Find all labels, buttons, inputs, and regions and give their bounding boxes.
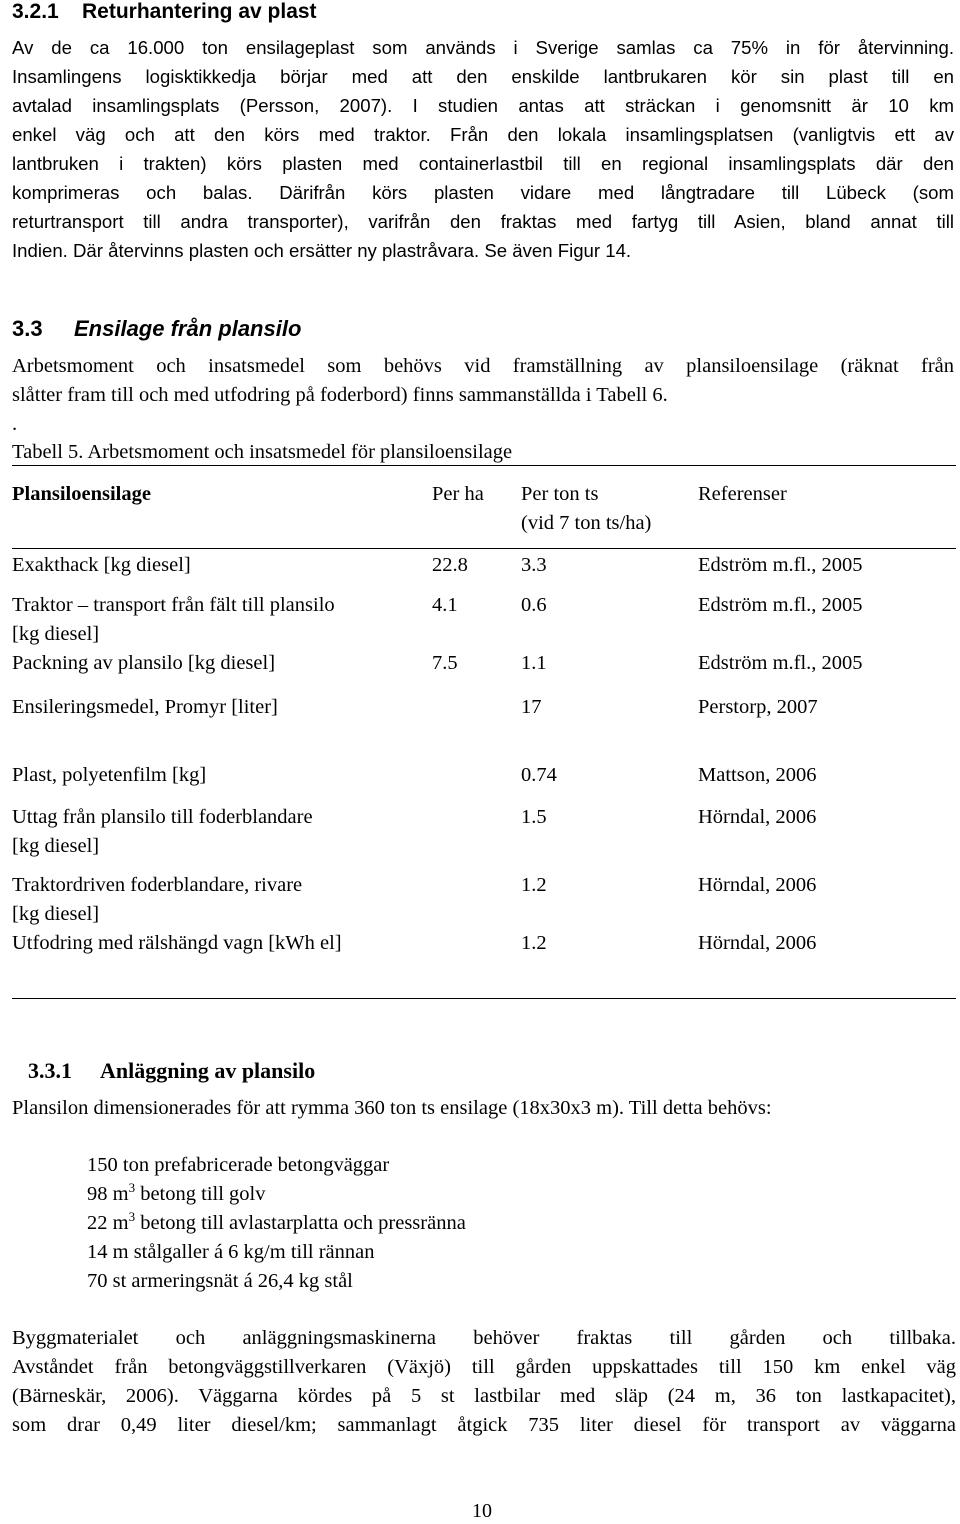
section-title: Returhantering av plast [82, 0, 317, 23]
paragraph-line: Avståndet från betongväggstillverkaren (Växjö) till gården uppskattades till 150 km enkel väg [12, 1356, 956, 1378]
table-row-reference: Edström m.fl., 2005 [698, 594, 863, 616]
table-row-per-ton: 0.6 [521, 594, 547, 616]
table-row-item: Exakthack [kg diesel] [12, 554, 191, 576]
table-row-reference: Edström m.fl., 2005 [698, 554, 863, 576]
table-row-per-ton: 1.2 [521, 932, 547, 954]
paragraph-line: slåtter fram till och med utfodring på foderbord) finns sammanställda i Tabell 6. [12, 384, 668, 406]
table-row-per-ha: 22.8 [432, 554, 468, 576]
table-row-item: Traktordriven foderblandare, rivare [12, 874, 303, 896]
list-item: 22 $m^3$ betong till avlastarplatta och pressränna [87, 1209, 466, 1234]
table-row-reference: Perstorp, 2007 [698, 696, 818, 718]
table-header-item: Plansiloensilage [12, 483, 151, 505]
table-row-reference: Hörndal, 2006 [698, 806, 817, 828]
table-row-per-ha: 7.5 [432, 652, 458, 674]
table-row-per-ton: 17 [521, 696, 542, 718]
list-item: 14 m stålgaller á 6 kg/m till rännan [87, 1241, 375, 1263]
table-top-rule [12, 465, 956, 466]
table-row-item: Packning av plansilo [kg diesel] [12, 652, 276, 674]
paragraph-line: Arbetsmoment och insatsmedel som behövs vid framställning av plansiloensilage (räknat från [12, 355, 954, 377]
table-row-item: Ensileringsmedel, Promyr [liter] [12, 696, 278, 718]
table-row-per-ton: 1.1 [521, 652, 547, 674]
section-heading-3-3 [12, 316, 301, 342]
paragraph-line: Indien. Där återvinns plasten och ersätter ny plastråvara. Se även Figur 14. [12, 240, 632, 261]
table-row-reference: Hörndal, 2006 [698, 874, 817, 896]
paragraph-line: returtransport till andra transporter), varifrån den fraktas med fartyg till Asien, bland annat till [12, 211, 954, 232]
table-header-per-ha: Per ha [432, 483, 484, 505]
section-title: Anläggning av plansilo [100, 1058, 316, 1083]
table-row-item-unit: [kg diesel] [12, 903, 100, 925]
section-number: 3.3.1 [28, 1058, 72, 1083]
section-title: Ensilage från plansilo [74, 316, 302, 341]
section-3-2-1-paragraph [12, 33, 954, 265]
section-3-3-1-paragraph [12, 1324, 956, 1440]
list-item: 150 ton prefabricerade betongväggar [87, 1154, 390, 1176]
paragraph-line: lantbruken i trakten) körs plasten med containerlastbil till en regional insamlingsplats där den [12, 153, 954, 174]
table-row-reference: Mattson, 2006 [698, 764, 817, 786]
table-bottom-rule [12, 998, 956, 999]
table-header-rule [12, 548, 956, 549]
section-number: 3.3 [12, 316, 43, 341]
section-number: 3.2.1 [12, 0, 59, 23]
paragraph-line: som drar 0,49 liter diesel/km; sammanlagt åtgick 735 liter diesel för transport av väggarna [12, 1414, 956, 1436]
table-row-item-unit: [kg diesel] [12, 835, 100, 857]
materials-list [87, 1151, 466, 1296]
paragraph-line: avtalad insamlingsplats (Persson, 2007). I studien antas att sträckan i genomsnitt är 10 km [12, 95, 954, 116]
table-row-reference: Edström m.fl., 2005 [698, 652, 863, 674]
section-heading-3-2-1 [12, 0, 317, 24]
list-item: 98 $m^3$ betong till golv [87, 1180, 266, 1205]
table-row-item: Uttag från plansilo till foderblandare [12, 806, 313, 828]
table-row-item: Utfodring med rälshängd vagn [kWh el] [12, 932, 342, 954]
table-header-per-ton-note: (vid 7 ton ts/ha) [521, 512, 652, 534]
table-row-per-ton: 3.3 [521, 554, 547, 576]
paragraph-line: komprimeras och balas. Därifrån körs plasten vidare med långtradare till Lübeck (som [12, 182, 954, 203]
paragraph-line: Insamlingens logisktikkedja börjar med att den enskilde lantbrukaren kör sin plast till en [12, 66, 954, 87]
table-row-per-ton: 0.74 [521, 764, 557, 786]
paragraph-line: Byggmaterialet och anläggningsmaskinerna behöver fraktas till gården och tillbaka. [12, 1327, 956, 1349]
section-3-3-paragraph [12, 352, 954, 439]
section-heading-3-3-1 [28, 1058, 315, 1084]
table-row-per-ton: 1.2 [521, 874, 547, 896]
table-row-item-unit: [kg diesel] [12, 623, 100, 645]
table-row-item: Traktor – transport från fält till plansilo [12, 594, 335, 616]
section-3-3-1-intro: Plansilon dimensionerades för att rymma 360 ton ts ensilage (18x30x3 m). Till detta behövs: [12, 1097, 772, 1119]
page-number: 10 [472, 1500, 492, 1522]
table-row-item: Plast, polyetenfilm [kg] [12, 764, 207, 786]
table-row-per-ha: 4.1 [432, 594, 458, 616]
table-row-per-ton: 1.5 [521, 806, 547, 828]
table-row-reference: Hörndal, 2006 [698, 932, 817, 954]
paragraph-line: (Bärneskär, 2006). Väggarna kördes på 5 st lastbilar med släp (24 m, 36 ton lastkapacitet), [12, 1385, 956, 1407]
table-caption: Tabell 5. Arbetsmoment och insatsmedel för plansiloensilage [12, 441, 513, 463]
paragraph-line: . [12, 413, 18, 435]
table-header-per-ton: Per ton ts [521, 483, 599, 505]
list-item: 70 st armeringsnät á 26,4 kg stål [87, 1270, 353, 1292]
paragraph-line: Av de ca 16.000 ton ensilageplast som används i Sverige samlas ca 75% in för återvinning. [12, 37, 954, 58]
paragraph-line: enkel väg och att den körs med traktor. Från den lokala insamlingsplatsen (vanligtvis ett av [12, 124, 954, 145]
table-header-references: Referenser [698, 483, 787, 505]
